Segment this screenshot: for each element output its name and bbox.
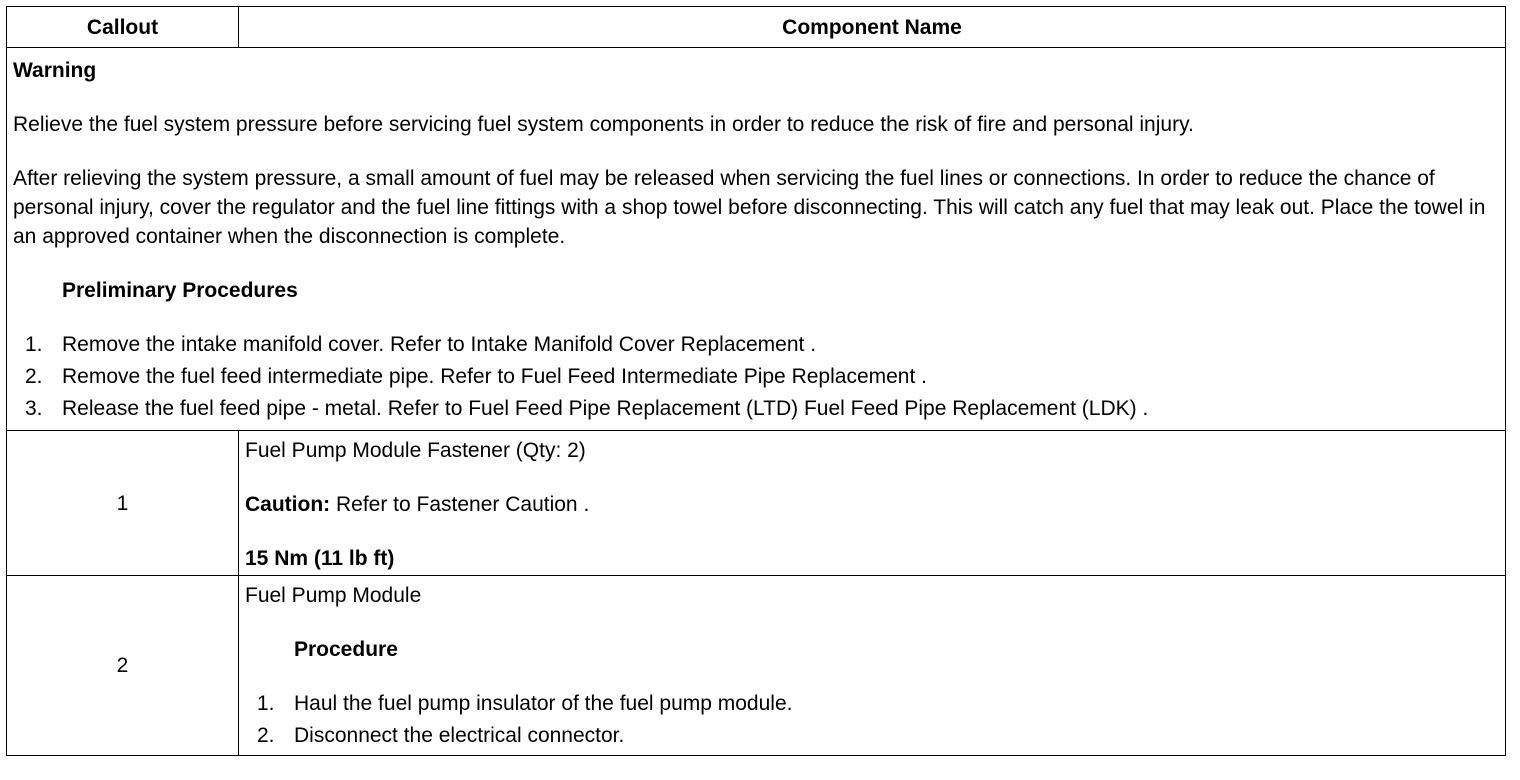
procedure-table	[6, 6, 1506, 756]
caution-line	[245, 490, 1499, 519]
callout-number: 1	[7, 431, 239, 576]
step-text: Disconnect the electrical connector.	[294, 724, 625, 747]
list-item	[13, 362, 1499, 391]
warning-cell	[7, 48, 1506, 431]
step-text: Haul the fuel pump insulator of the fuel pump module.	[294, 692, 793, 715]
torque-spec: 15 Nm (11 lb ft)	[245, 547, 395, 570]
caution-label: Caution:	[245, 493, 331, 516]
callout-header: Callout	[7, 7, 239, 48]
list-item	[13, 330, 1499, 359]
step-number: 3.	[25, 397, 43, 420]
warning-paragraph: Relieve the fuel system pressure before servicing fuel system components in order to reduce the risk of fire and personal injury.	[13, 113, 1194, 136]
step-number: 1.	[25, 333, 43, 356]
step-number: 1.	[257, 692, 275, 715]
component-cell	[239, 431, 1506, 576]
list-item	[245, 689, 1499, 718]
component-cell	[239, 576, 1506, 756]
warning-row	[7, 48, 1506, 431]
list-item	[245, 721, 1499, 750]
warning-paragraph: After relieving the system pressure, a small amount of fuel may be released when servicing the fuel lines or connections. In order to reduce the chance of personal injury, cover the regulator and the fuel line fittings with a shop towel before disconnecting. This will catch any fuel that may leak out. Place the towel in an approved container when the disconnection is complete.	[13, 167, 1486, 248]
step-text: Release the fuel feed pipe - metal. Refer to Fuel Feed Pipe Replacement (LTD) Fuel Feed Pipe Replacement (LDK) .	[62, 397, 1149, 420]
step-text: Remove the fuel feed intermediate pipe. Refer to Fuel Feed Intermediate Pipe Replacement .	[62, 365, 927, 388]
table-row	[7, 576, 1506, 756]
step-number: 2.	[25, 365, 43, 388]
preliminary-steps-list	[13, 330, 1499, 423]
warning-title: Warning	[13, 59, 97, 82]
header-row	[7, 7, 1506, 48]
component-name-header: Component Name	[239, 7, 1506, 48]
list-item	[13, 394, 1499, 423]
preliminary-procedures-heading: Preliminary Procedures	[62, 279, 298, 302]
component-name: Fuel Pump Module Fastener (Qty: 2)	[245, 439, 586, 462]
procedure-steps-list	[245, 689, 1499, 750]
table-row	[7, 431, 1506, 576]
procedure-heading: Procedure	[294, 638, 398, 661]
step-text: Remove the intake manifold cover. Refer to Intake Manifold Cover Replacement .	[62, 333, 817, 356]
step-number: 2.	[257, 724, 275, 747]
callout-number: 2	[7, 576, 239, 756]
caution-text: Refer to Fastener Caution .	[330, 493, 590, 516]
component-name: Fuel Pump Module	[245, 584, 422, 607]
